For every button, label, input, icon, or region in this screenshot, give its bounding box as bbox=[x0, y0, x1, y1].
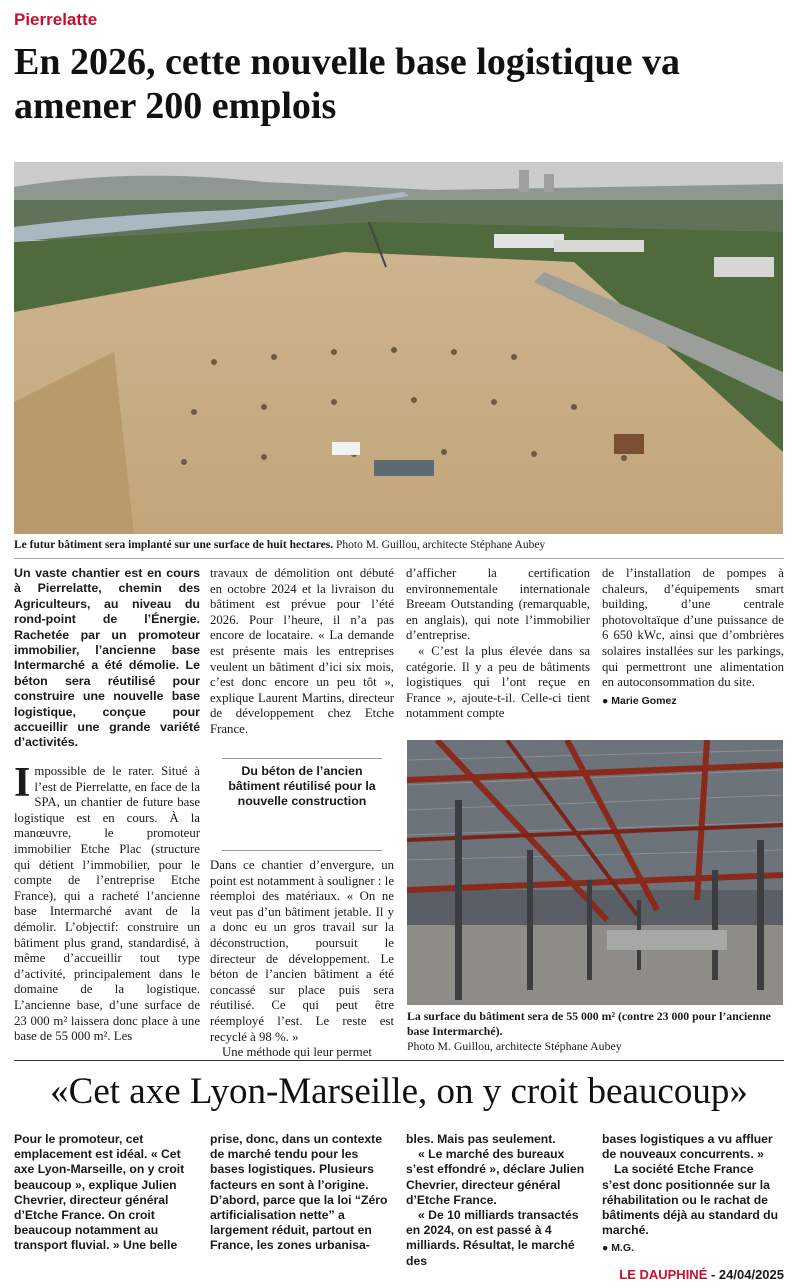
box-headline: «Cet axe Lyon-Marseille, on y croit beaucoup» bbox=[50, 1071, 748, 1112]
box-column-4 bbox=[602, 1132, 784, 1257]
box-paragraph-2: prise, donc, dans un contexte de marché tendu pour les bases logistiques. Plusieurs facteurs en sont à l’origine. D’abord, parce que la loi “Zéro artificialisation nette” a largement réduit, partout en France, les zones urbanisa- bbox=[210, 1132, 388, 1253]
intertitle-rule-bottom bbox=[222, 850, 382, 851]
drop-cap: I bbox=[14, 760, 31, 806]
box-paragraph-7: La société Etche France s’est donc positionnée sur la réhabilitation ou le rachat de bâtiments déjà au standard du marché. bbox=[602, 1162, 779, 1238]
paragraph-3: Dans ce chantier d’envergure, un point est notamment à souligner : le réemploi des matériaux. « On ne veut pas d’un bâtiment jetable. Il y a donc eu un gros travail sur la déconstruction, poursuit le directeur de développement. Le béton de l’ancien bâtiment a été concassé sur place puis sera réutilisé. Ce qui peut être réemployé l’est. Le reste est recyclé à 98 %. » bbox=[210, 858, 394, 1044]
newspaper-footer bbox=[619, 1267, 784, 1282]
photo1-caption bbox=[14, 538, 784, 553]
box-column-1 bbox=[14, 1132, 200, 1254]
box-paragraph-6: bases logistiques a vu affluer de nouveaux concurrents. » bbox=[602, 1132, 773, 1162]
article-column-2-bottom bbox=[210, 858, 394, 1061]
box-paragraph-1: Pour le promoteur, cet emplacement est idéal. « Cet axe Lyon-Marseille, on y croit beaucoup », explique Julien Chevrier, directeur général d’Etche France. On croit beaucoup notamment au transport fluvial. » Une belle bbox=[14, 1132, 185, 1253]
photo1-caption-text: Le futur bâtiment sera implanté sur une surface de huit hectares. bbox=[14, 539, 334, 551]
photo2-credit: Photo M. Guillou, architecte Stéphane Aubey bbox=[407, 1039, 622, 1053]
box-divider bbox=[14, 1060, 784, 1061]
caption-divider bbox=[14, 558, 784, 559]
box-column-3 bbox=[406, 1132, 590, 1269]
article-headline: En 2026, cette nouvelle base logistique va amener 200 emplois bbox=[14, 41, 681, 127]
article-column-2-top bbox=[210, 566, 394, 738]
paragraph-6: « C’est la plus élevée dans sa catégorie. Il y a peu de bâtiments logistiques qui l’ont reçue en France », ajoute-t-il. Celle-ci tient notamment compte bbox=[406, 643, 590, 721]
article-chapo: Un vaste chantier est en cours à Pierrelatte, chemin des Agriculteurs, au niveau du rond-point de l’Énergie. Rachetée par un promoteur immobilier, l’ancienne base Intermarché a été démolie. Le béton sera réutilisé pour construire une nouvelle base logistique, conçue pour accueillir une grande variété d’activités. bbox=[14, 566, 200, 750]
paragraph-4: Une méthode qui leur permet bbox=[222, 1045, 372, 1060]
intertitle-rule-top bbox=[222, 758, 382, 759]
author-signature: ● Marie Gomez bbox=[602, 694, 677, 707]
photo1-credit: Photo M. Guillou, architecte Stéphane Aubey bbox=[335, 539, 546, 551]
paragraph-7: de l’installation de pompes à chaleurs, d’équipements smart building, d’une centrale photovoltaïque d’une puissance de 6 650 kWc, ainsi que d’ombrières solaires installées sur les parkings, qui permettront une alimentation en autoconsommation du site. bbox=[602, 566, 784, 690]
box-paragraph-3: bles. Mais pas seulement. bbox=[406, 1132, 556, 1146]
steel-structure-photo bbox=[407, 740, 783, 1005]
paragraph-5: d’afficher la certification environnementale internationale Breeam Outstanding (remarquable, en anglais), qui note l’immobilier d’entreprise. bbox=[406, 566, 590, 643]
article-column-4 bbox=[602, 566, 784, 709]
box-paragraph-5: « De 10 milliards transactés en 2024, on est passé à 4 milliards. Résultat, le marché des bbox=[406, 1208, 579, 1268]
box-paragraph-4: « Le marché des bureaux s’est effondré », déclare Julien Chevrier, directeur général d’Etche France. bbox=[406, 1147, 585, 1207]
construction-site-aerial-photo bbox=[14, 162, 783, 534]
paragraph-1: mpossible de le rater. Situé à l’est de Pierrelatte, en face de la SPA, un chantier de future base logistique est en cours. À la manœuvre, le promoteur immobilier Etche Plac (structure qui détient l’immobilier, pour le compte de l’entreprise Etche France), qui a racheté l’ancienne base Intermarché avant de la démolir. L’objectif: construire un bâtiment plus grand, standardisé, à même d’accueillir tout type d’activité, principalement dans le domaine de la logistique. L’ancienne base, d’une surface de 23 000 m² laissera donc place à une base de 55 000 m². Les bbox=[14, 764, 200, 1044]
newspaper-name: LE DAUPHINÉ bbox=[619, 1267, 708, 1282]
article-column-1 bbox=[14, 760, 200, 1045]
photo2-caption bbox=[407, 1009, 783, 1054]
intertitle: Du béton de l’ancien bâtiment réutilisé pour la nouvelle construction bbox=[228, 764, 376, 808]
photo2-caption-text: La surface du bâtiment sera de 55 000 m² (contre 23 000 pour l’ancienne base Intermarché). bbox=[407, 1009, 771, 1038]
paragraph-2: travaux de démolition ont débuté en octobre 2024 et la livraison du bâtiment est prévue pour l’été 2026. Pour l’heure, il n’a pas encore de locataire. « La demande est présente mais les entreprises veulent un bâtiment d’ici six mois, c’est donc encore un peu tôt », explique Laurent Martins, directeur de développement chez Etche France. bbox=[210, 566, 394, 736]
section-kicker: Pierrelatte bbox=[14, 10, 98, 29]
box-signature: ● M.G. bbox=[602, 1242, 635, 1255]
publication-date: - 24/04/2025 bbox=[707, 1267, 784, 1282]
box-column-2 bbox=[210, 1132, 394, 1254]
article-column-3 bbox=[406, 566, 590, 722]
